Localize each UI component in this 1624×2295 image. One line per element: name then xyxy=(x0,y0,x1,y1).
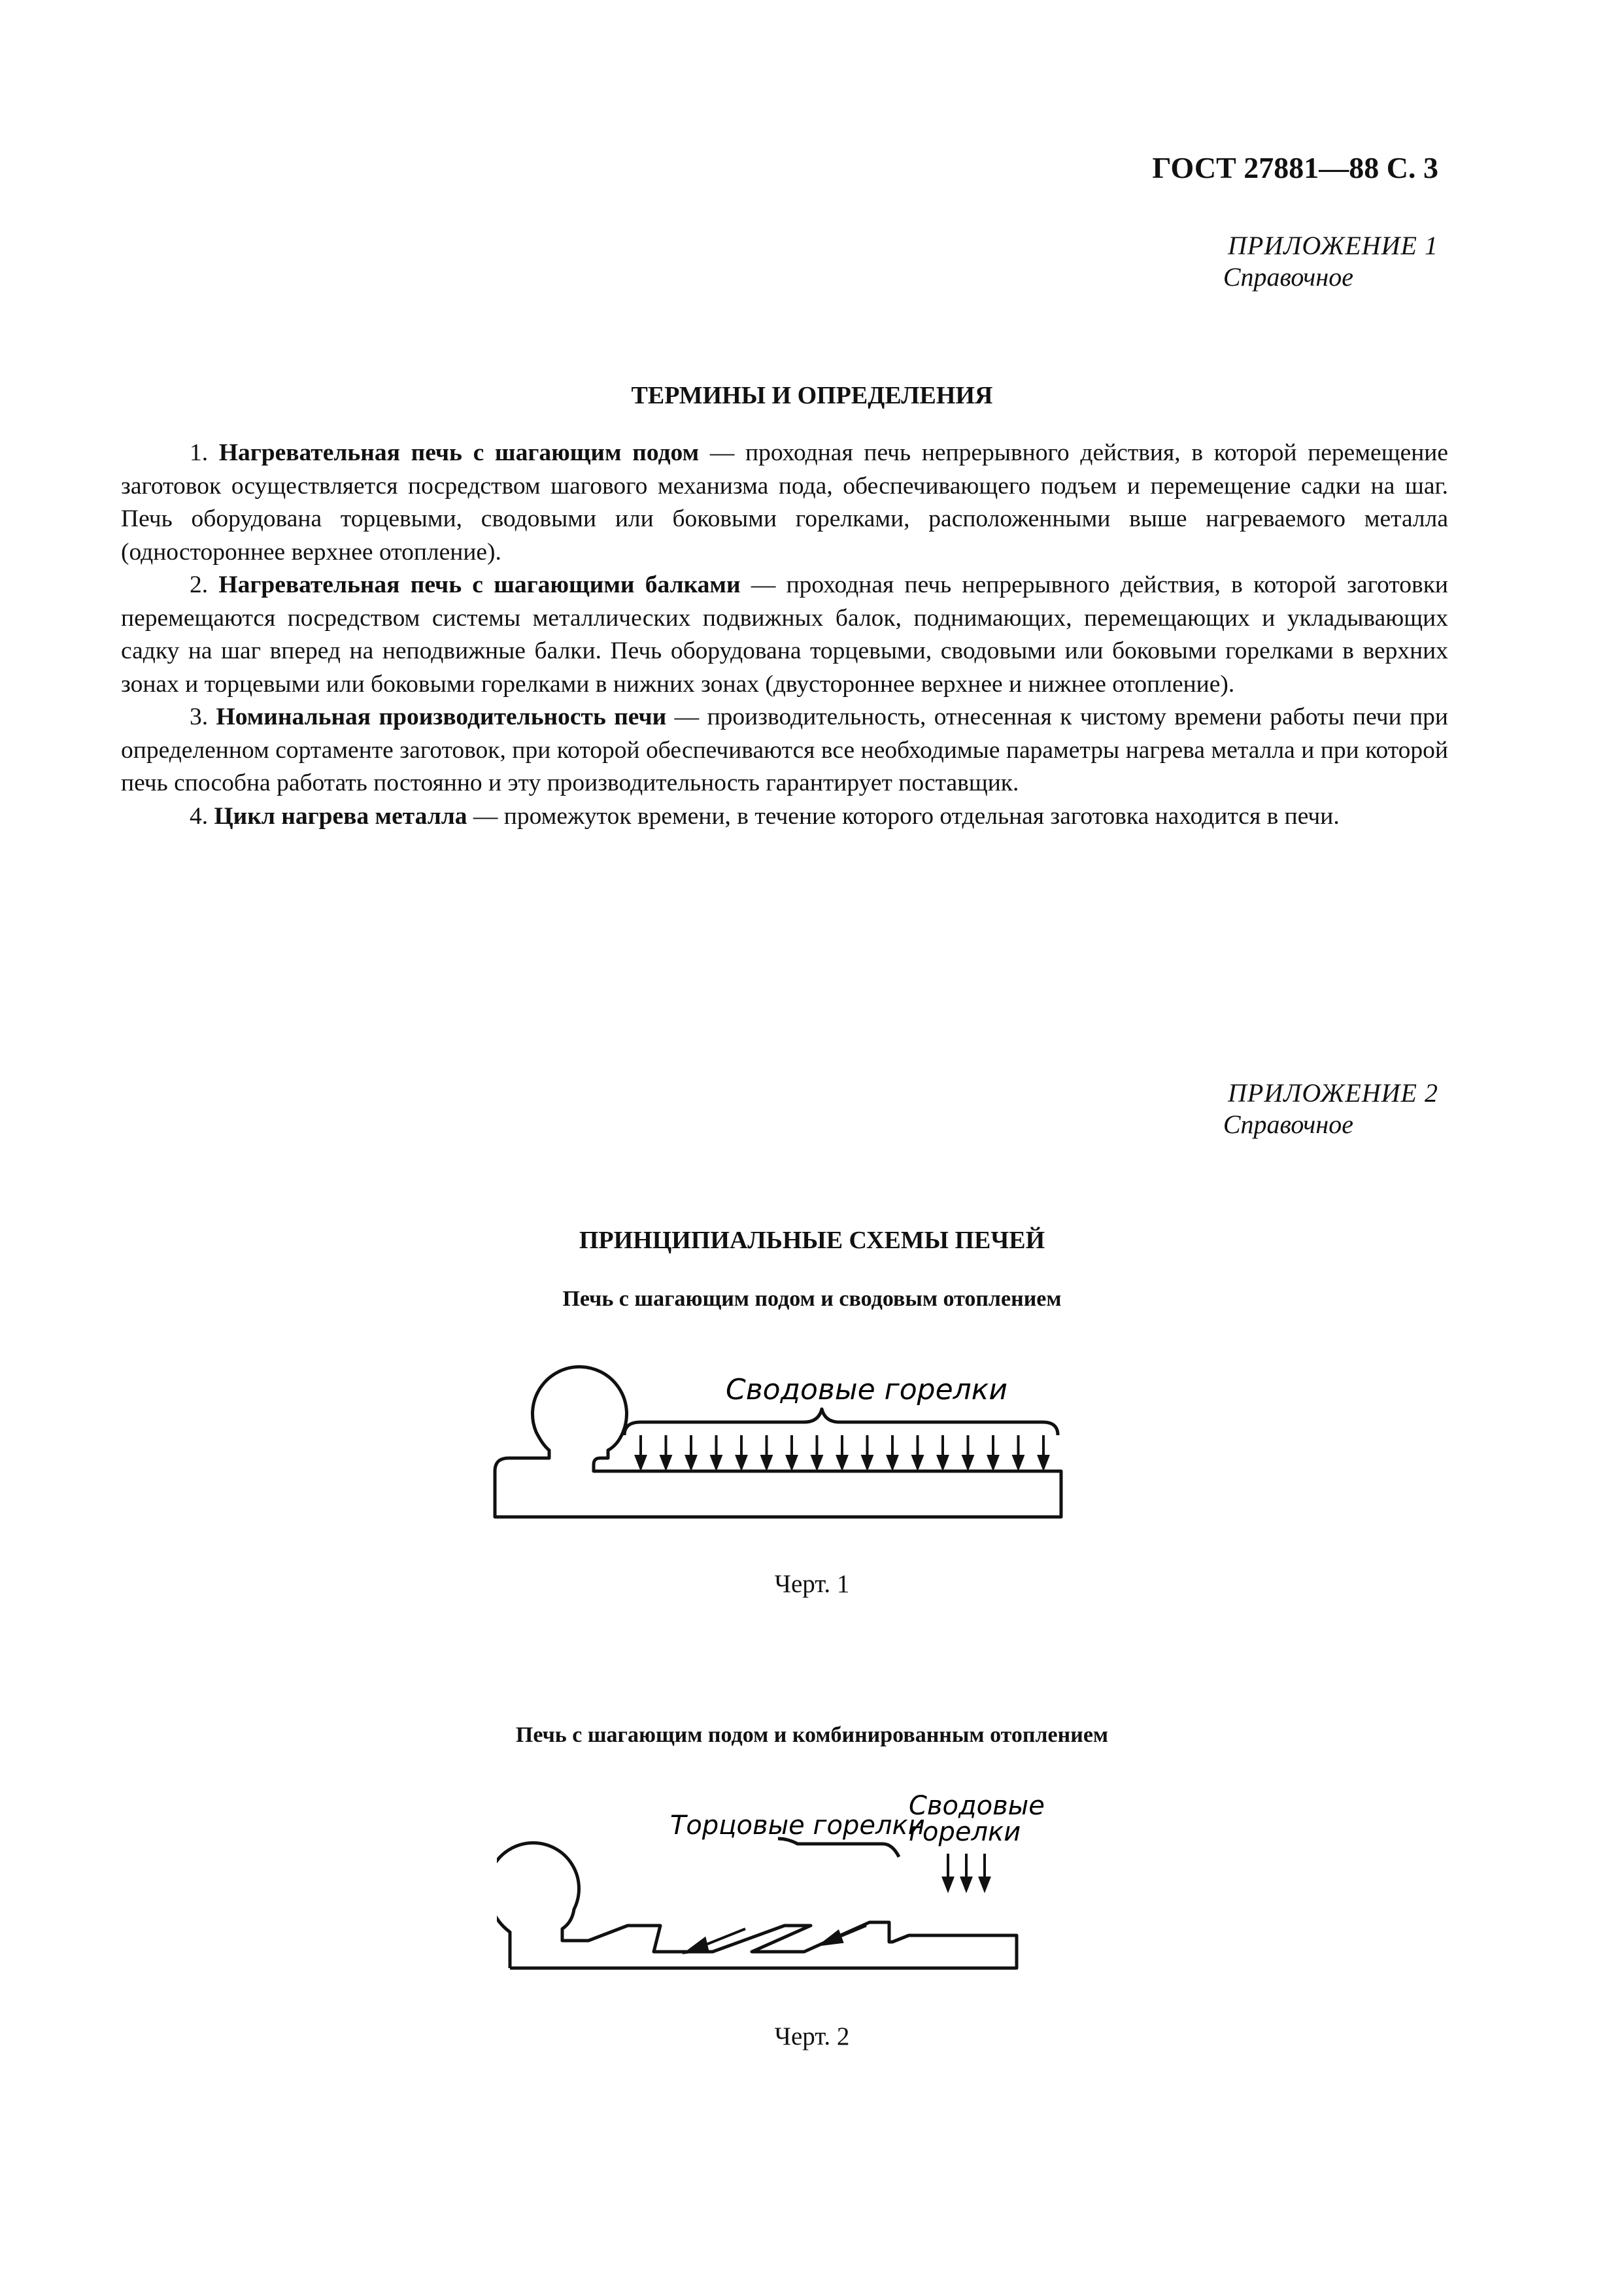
burner-arrow-head xyxy=(1014,1456,1023,1468)
schemes-title: ПРИНЦИПИАЛЬНЫЕ СХЕМЫ ПЕЧЕЙ xyxy=(579,1227,1045,1254)
roof-burners-label: Сводовые горелки xyxy=(726,1373,1007,1406)
term-definition: — промежуток времени, в течение которого отдельная заготовка находится в печи. xyxy=(467,802,1340,830)
roof-burner-arrows xyxy=(943,1854,989,1890)
end-burner-arrow-1-head xyxy=(686,1939,707,1952)
furnace-outline xyxy=(497,1843,1017,1968)
appendix-1-number: ПРИЛОЖЕНИЕ 1 xyxy=(1228,231,1438,260)
burner-arrow-head xyxy=(1039,1456,1048,1468)
page-header: ГОСТ 27881—88 С. 3 xyxy=(1152,151,1438,184)
term-item-1 xyxy=(121,437,1448,569)
burner-arrow-head xyxy=(913,1456,922,1468)
term-definition: — проходная печь непрерывного действия, в которой перемещение заготовок осуществляется посредством шагового механизма пода, обеспечивающего подъем и перемещение садки на шаг. Печь оборудована торцевыми, сводовыми или боковыми горелками, расположенными выше нагреваемого металла (одностороннее верхнее отопление). xyxy=(121,439,1448,566)
term-item-3 xyxy=(121,701,1448,800)
term-number: 1. xyxy=(190,439,209,466)
appendix-2-label xyxy=(981,1078,1438,1140)
appendix-2-kind: Справочное xyxy=(1223,1110,1353,1139)
term-number: 2. xyxy=(190,571,209,598)
burner-arrow-head xyxy=(636,1456,645,1468)
figure-2-diagram xyxy=(497,1778,1098,1975)
burner-arrow-head xyxy=(938,1456,947,1468)
burner-arrow-head xyxy=(787,1456,796,1468)
burner-arrow-head xyxy=(686,1456,696,1468)
appendix-1-kind: Справочное xyxy=(1223,262,1353,292)
figure-1-diagram xyxy=(484,1347,1072,1530)
term-name: Нагревательная печь с шагающими балками xyxy=(218,571,741,598)
burner-arrow-head xyxy=(989,1456,998,1468)
term-definition: — проходная печь непрерывного действия, в которой заготовки перемещаются посредством системы металлических подвижных балок, поднимающих, перемещающих и укладывающих садку на шаг вперед на неподвижные балки. Печь оборудована торцевыми, сводовыми или боковыми горелками в верхних зонах и торцевыми или боковыми горелками в нижних зонах (двустороннее верхнее и нижнее отопление). xyxy=(121,571,1448,698)
term-name: Цикл нагрева металла xyxy=(214,802,467,830)
term-definition: — производительность, отнесенная к чистому времени работы печи при определенном сортаменте заготовок, при которой обеспечиваются все необходимые параметры нагрева металла и при которой печь способна работать постоянно и эту производительность гарантирует поставщик. xyxy=(121,704,1448,796)
burner-arrow-head xyxy=(888,1456,897,1468)
burner-arrow-head xyxy=(943,1878,953,1890)
end-burner-arrow-2-head xyxy=(821,1931,842,1945)
burner-arrow-head xyxy=(813,1456,822,1468)
burner-arrow-head xyxy=(712,1456,721,1468)
figure-1-title: Печь с шагающим подом и сводовым отоплением xyxy=(562,1287,1062,1311)
term-name: Номинальная производительность печи xyxy=(216,704,667,730)
end-burners-brace xyxy=(778,1839,899,1857)
appendix-2-number: ПРИЛОЖЕНИЕ 2 xyxy=(1228,1078,1438,1108)
term-number: 4. xyxy=(190,802,209,830)
roof-burners-brace xyxy=(624,1409,1058,1435)
terms-title: ТЕРМИНЫ И ОПРЕДЕЛЕНИЯ xyxy=(631,382,993,409)
terms-list xyxy=(121,437,1448,833)
end-burners-label: Торцовые горелки xyxy=(670,1810,925,1841)
burner-arrow-head xyxy=(837,1456,847,1468)
burner-arrow-head xyxy=(980,1878,989,1890)
figure-1-caption: Черт. 1 xyxy=(774,1570,850,1598)
burner-arrow-head xyxy=(662,1456,671,1468)
roof-burners-label-line2: горелки xyxy=(909,1817,1021,1847)
roof-burner-arrows xyxy=(636,1435,1048,1468)
term-name: Нагревательная печь с шагающим подом xyxy=(218,439,700,466)
burner-arrow-head xyxy=(964,1456,973,1468)
roof-burners-label-line1: Сводовые xyxy=(909,1791,1045,1821)
burner-arrow-head xyxy=(737,1456,746,1468)
term-number: 3. xyxy=(190,704,209,730)
burner-arrow-head xyxy=(762,1456,771,1468)
appendix-1-label xyxy=(981,230,1438,293)
term-item-4 xyxy=(121,800,1448,834)
burner-arrow-head xyxy=(962,1878,971,1890)
burner-arrow-head xyxy=(863,1456,872,1468)
figure-2-caption: Черт. 2 xyxy=(774,2022,850,2050)
figure-2-title: Печь с шагающим подом и комбинированным отоплением xyxy=(515,1723,1109,1747)
term-item-2 xyxy=(121,569,1448,701)
